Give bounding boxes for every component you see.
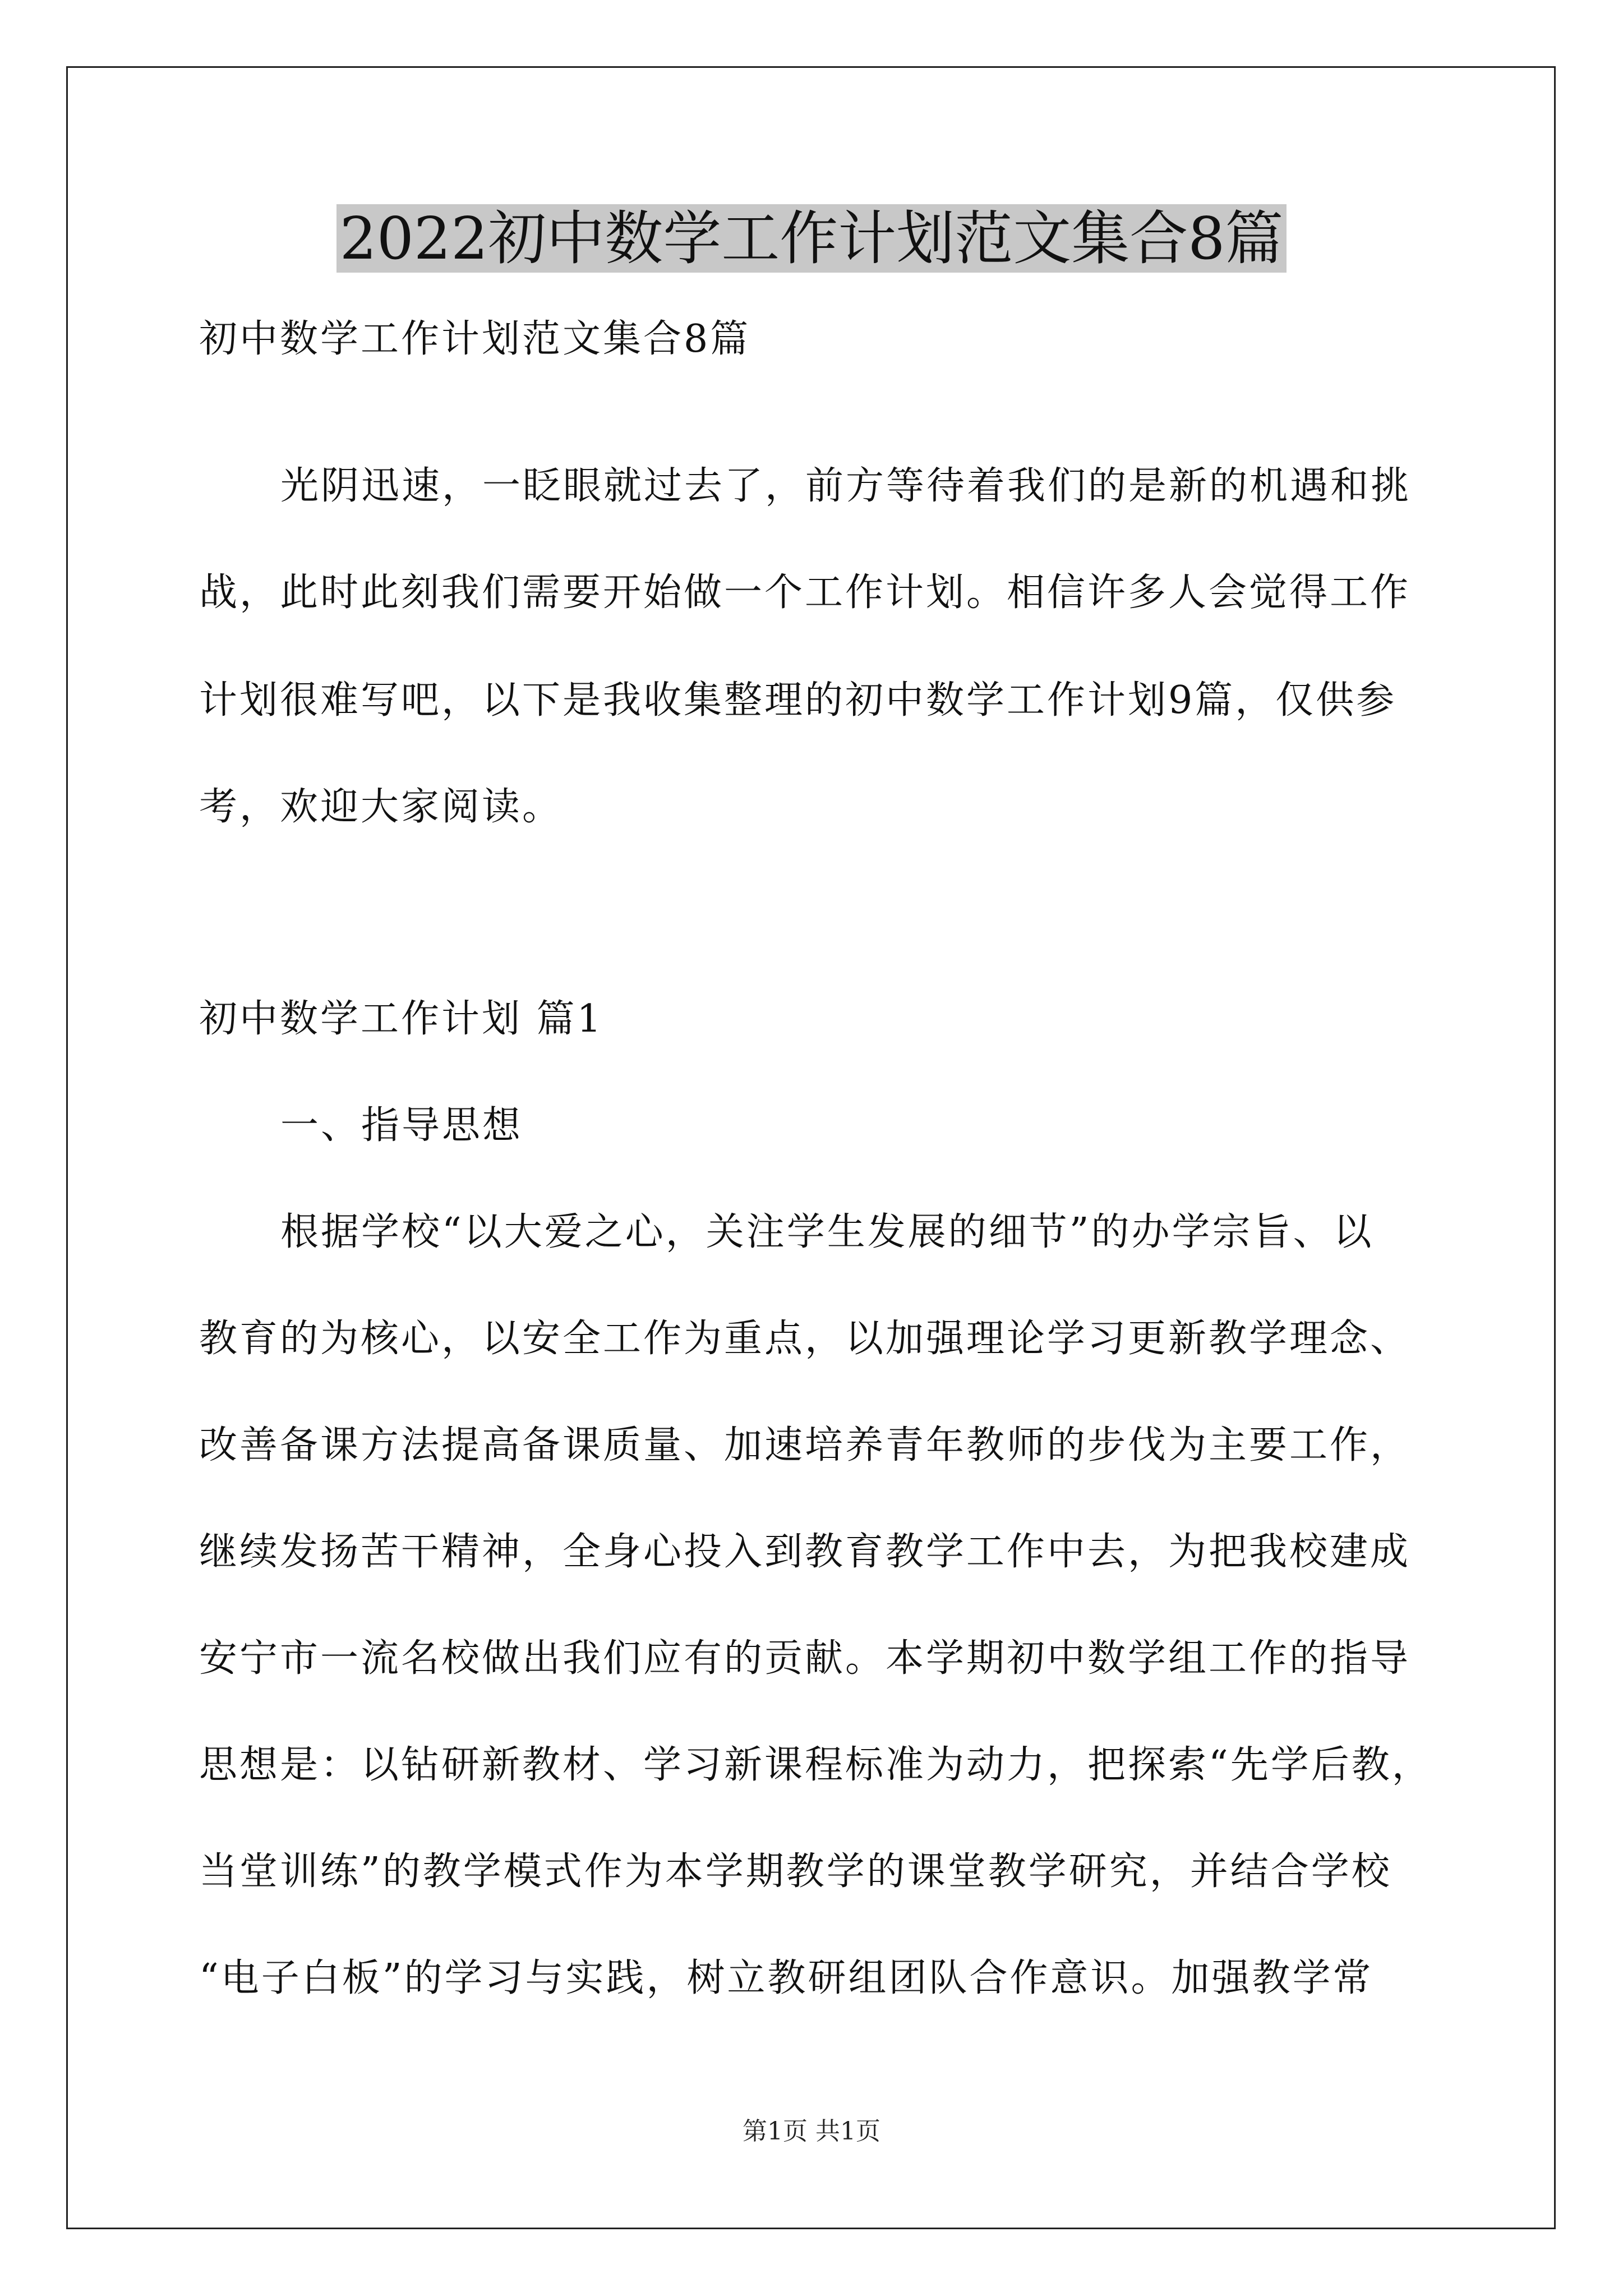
body-line-2: 教育的为核心，以安全工作为重点，以加强理论学习更新教学理念、 bbox=[199, 1317, 1411, 1361]
body-line-1: 根据学校“以大爱之心，关注学生发展的细节”的办学宗旨、以 bbox=[280, 1210, 1374, 1254]
body-line-6: 思想是：以钻研新教材、学习新课程标准为动力，把探索“先学后教， bbox=[199, 1743, 1432, 1787]
intro-line-4: 考，欢迎大家阅读。 bbox=[199, 785, 563, 829]
intro-line-1: 光阴迅速，一眨眼就过去了，前方等待着我们的是新的机遇和挑 bbox=[280, 464, 1412, 508]
intro-line-3: 计划很难写吧，以下是我收集整理的初中数学工作计划9篇，仅供参 bbox=[199, 678, 1397, 723]
body-line-4: 继续发扬苦干精神，全身心投入到教育教学工作中去，为把我校建成 bbox=[199, 1530, 1411, 1574]
body-line-3: 改善备课方法提高备课质量、加速培养青年教师的步伐为主要工作， bbox=[199, 1423, 1411, 1467]
page-footer: 第1页 共1页 bbox=[743, 2117, 880, 2146]
subsection-heading: 一、指导思想 bbox=[280, 1103, 523, 1148]
document-title-text: 2022初中数学工作计划范文集合8篇 bbox=[336, 204, 1287, 273]
intro-line-2: 战，此时此刻我们需要开始做一个工作计划。相信许多人会觉得工作 bbox=[199, 570, 1411, 615]
document-title bbox=[0, 202, 1623, 275]
body-line-8: “电子白板”的学习与实践，树立教研组团队合作意识。加强教学常 bbox=[199, 1956, 1373, 2000]
section-heading: 初中数学工作计划 篇1 bbox=[199, 997, 603, 1041]
document-subtitle: 初中数学工作计划范文集合8篇 bbox=[199, 317, 751, 361]
body-line-7: 当堂训练”的教学模式作为本学期教学的课堂教学研究，并结合学校 bbox=[199, 1849, 1392, 1894]
body-line-5: 安宁市一流名校做出我们应有的贡献。本学期初中数学组工作的指导 bbox=[199, 1636, 1411, 1681]
